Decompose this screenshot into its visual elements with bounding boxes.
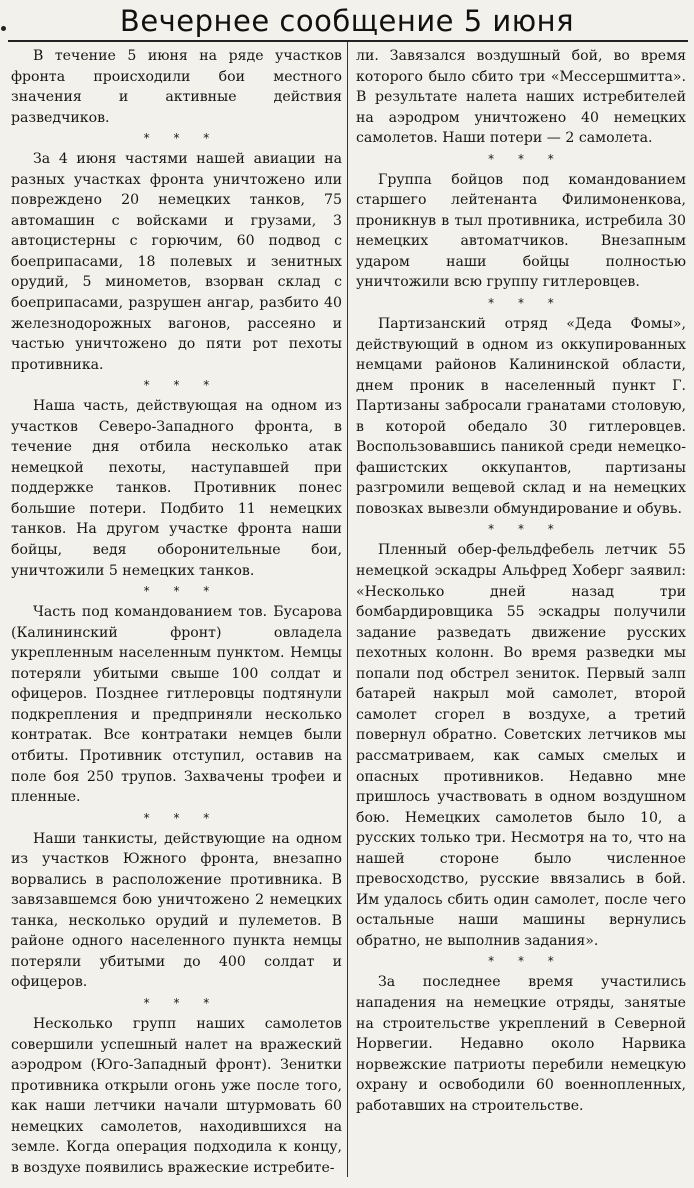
page-title: Вечернее сообщение 5 июня (119, 4, 575, 38)
report-paragraph: Партизанский отряд «Деда Фомы», действующий в одном из оккупированных немцами районов Калининской области, днем проник в населенный пункт Г. Партизаны забросали гранатами столовую, в которой обедало 30 гитлеровцев. Воспользовавшись паникой среди немецко-фашистских оккупантов, партизаны разгромили вещевой склад и на немецких повозках вывезли обмундирование и обувь. (356, 316, 686, 517)
title-rule (8, 40, 688, 42)
report-paragraph: В течение 5 июня на ряде участков фронта происходили бои местного значения и активные действия разведчиков. (11, 48, 342, 126)
section-separator: * * * (143, 995, 220, 1010)
section-separator: * * * (143, 378, 220, 393)
left-column (11, 46, 342, 1178)
report-paragraph: Наша часть, действующая на одном из участков Северо-Западного фронта, в течение дня отбила несколько атак немецкой пехоты, наступавшей при поддержке танков. Противник понес большие потери. Подбито 11 немецких танков. На другом участке фронта наши бойцы, ведя оборонительные бои, уничтожили 5 немецких танков. (11, 398, 342, 579)
report-paragraph: Часть под командованием тов. Бусарова (Калининский фронт) овладела укрепленным населенным пунктом. Немцы потеряли убитыми свыше 100 солдат и офицеров. Позднее гитлеровцы подтянули подкрепления и предприняли несколько контратак. Все контратаки немцев были отбиты. Противник отступил, оставив на поле боя 250 трупов. Захвачены трофеи и пленные. (11, 604, 342, 806)
section-separator: * * * (488, 954, 564, 969)
section-separator: * * * (488, 296, 564, 311)
report-paragraph: Группа бойцов под командованием старшего лейтенанта Филимоненкова, проникнув в тыл противника, истребила 30 немецких автоматчиков. Внезапным ударом наши бойцы полностью уничтожили всю группу гитлеровцев. (356, 171, 686, 291)
report-paragraph: Несколько групп наших самолетов совершили успешный налет на вражеский аэродром (Юго-Западный фронт). Зенитки противника открыли огонь уже после того, как наши летчики начали штурмовать 60 немецких самолетов, находившихся на земле. Когда операция подходила к концу, в воздухе появились вражеские истребите- (11, 1015, 342, 1176)
report-paragraph-continued: ли. Завязался воздушный бой, во время которого было сбито три «Мессершмитта». В результате налета наших истребителей на аэродром уничтожено 40 немецких самолетов. Наши потери — 2 самолета. (356, 48, 686, 147)
section-separator: * * * (143, 131, 220, 146)
report-paragraph: За последнее время участились нападения на немецкие отряды, занятые на строительстве укреплений в Северной Норвегии. Недавно около Нарвика норвежские патриоты перебили немецкую охрану и освободили 60 военнопленных, работавших на строительстве. (356, 974, 686, 1114)
report-paragraph: Наши танкисты, действующие на одном из участков Южного фронта, внезапно ворвались в расположение противника. В завязавшемся бою уничтожено 2 немецких танка, несколько орудий и пулеметов. В районе одного населенного пункта немцы потеряли убитыми до 400 солдат и офицеров. (11, 830, 342, 991)
column-divider (347, 42, 348, 1177)
section-separator: * * * (488, 522, 564, 537)
right-column (356, 46, 686, 1116)
report-paragraph: За 4 июня частями нашей авиации на разных участках фронта уничтожено или повреждено 20 немецких танков, 75 автомашин с войсками и грузами, 3 автоцистерны с горючим, 60 подвод с боеприпасами, 18 полевых и зенитных орудий, 5 минометов, взорван склад с боеприпасами, разрушен ангар, разбито 40 железнодорожных вагонов, рассеяно и частью уничтожено до пяти рот пехоты противника. (11, 151, 342, 373)
section-separator: * * * (488, 151, 564, 166)
section-separator: * * * (143, 584, 220, 599)
section-separator: * * * (143, 810, 220, 825)
report-paragraph: Пленный обер-фельдфебель летчик 55 немецкой эскадры Альфред Хоберг заявил: «Несколько дней назад три бомбардировщика 55 эскадры получили задание разведать движение русских пехотных колонн. Во время разведки мы попали под обстрел зениток. Первый залп батарей накрыл мой самолет, второй самолет сгорел в воздухе, а третий повернул обратно. Советских летчиков мы рассматриваем, как самых смелых и опасных противников. Недавно мне пришлось участвовать в одном воздушном бою. Немецких самолетов было 10, а русских только три. Несмотря на то, что на нашей стороне было численное превосходство, русские ввязались в бой. Им удалось сбить один самолет, после чего остальные наши машины вернулись обратно, не выполнив задания». (356, 542, 686, 949)
